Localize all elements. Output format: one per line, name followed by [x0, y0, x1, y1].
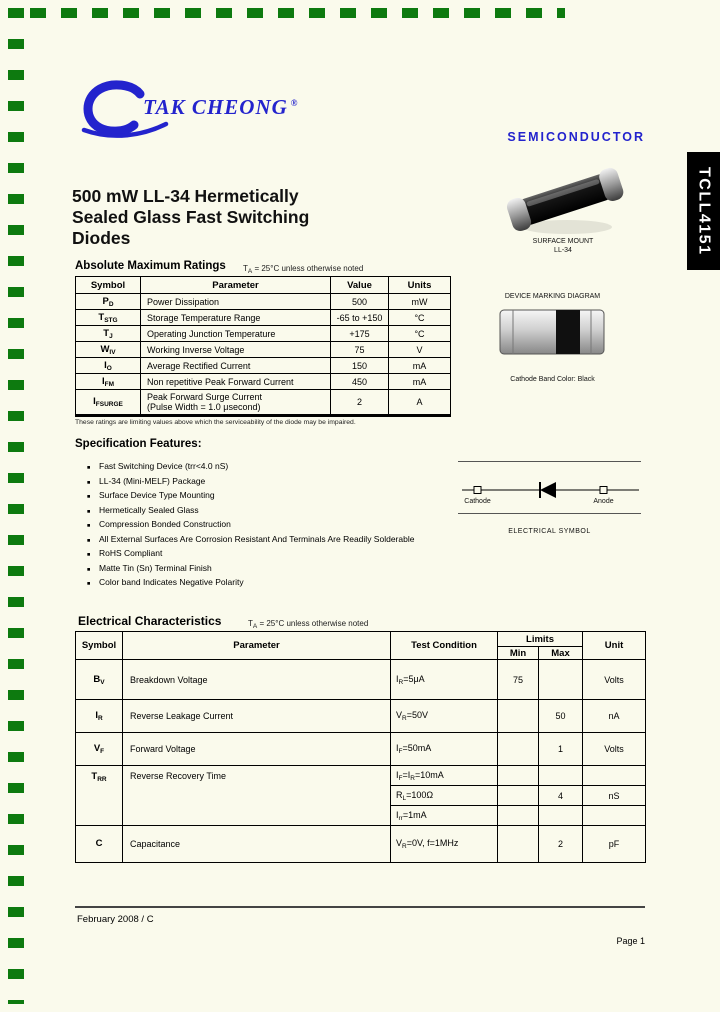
cell-test-condition [391, 733, 498, 766]
cell-min [498, 766, 539, 786]
symbol-rule-bottom [458, 513, 641, 514]
symbol-main: I [104, 359, 107, 371]
col-header-symbol: Symbol [76, 277, 141, 294]
col-header-value: Value [331, 277, 389, 294]
symbol-sub: FM [104, 380, 115, 388]
cell-test-condition [391, 660, 498, 700]
registered-mark: ® [290, 98, 299, 108]
symbol-main: T [103, 327, 110, 339]
part-number-tab [687, 152, 720, 270]
tc-text: I [396, 743, 399, 753]
cell-parameter: Reverse Leakage Current [123, 700, 391, 733]
cell-symbol [76, 700, 123, 733]
symbol-sub: O [106, 364, 112, 372]
cond-rest: = 25°C unless otherwise noted [257, 619, 369, 628]
title-line3: Diodes [72, 228, 131, 248]
feature-item: ■ Fast Switching Device (trr<4.0 nS) [86, 461, 661, 471]
marking-diagram-title: DEVICE MARKING DIAGRAM [504, 293, 601, 300]
cell-parameter: Reverse Recovery Time [123, 766, 391, 826]
symbol-sub: STG [104, 316, 118, 324]
cell-parameter [141, 390, 331, 416]
brand-name [143, 95, 299, 120]
cell-max [539, 660, 583, 700]
table-row [76, 342, 451, 358]
tc-sub: F [398, 774, 403, 782]
marking-caption: Cathode Band Color: Black [510, 376, 595, 383]
symbol-main: T [98, 311, 105, 323]
cond-rest: = 25°C unless otherwise noted [252, 264, 364, 273]
col-header-units: Units [389, 277, 451, 294]
cell-units: V [389, 342, 451, 358]
cell-symbol [76, 310, 141, 326]
symbol-sub: IV [109, 348, 116, 356]
cell-max [539, 766, 583, 786]
tc-text: I [396, 769, 399, 780]
tc-text: =100Ω [406, 789, 434, 800]
abs-max-title: Absolute Maximum Ratings [75, 260, 226, 272]
page-number: Page 1 [616, 936, 645, 946]
cell-symbol [76, 342, 141, 358]
symbol-rule-top [458, 461, 641, 462]
cell-value: 450 [331, 374, 389, 390]
table-row [76, 733, 646, 766]
symbol-sub: D [108, 300, 114, 308]
tc-text: V [396, 710, 403, 720]
cell-min [498, 700, 539, 733]
symbol-main: T [91, 771, 98, 782]
abs-max-note: These ratings are limiting values above which the serviceability of the diode may be impaired. [75, 419, 356, 426]
elec-char-condition [248, 619, 368, 630]
cell-test-condition [391, 786, 498, 806]
cell-symbol [76, 733, 123, 766]
cell-units: °C [389, 326, 451, 342]
symbol-main: B [93, 673, 101, 685]
cell-units: mW [389, 294, 451, 310]
parameter-line1: Peak Forward Surge Current [147, 392, 263, 402]
cell-value: 150 [331, 358, 389, 374]
feature-item: ■ Matte Tin (Sn) Terminal Finish [86, 563, 661, 573]
cell-value: 2 [331, 390, 389, 416]
cell-parameter: Forward Voltage [123, 733, 391, 766]
package-caption-line2: LL-34 [554, 247, 572, 254]
package-photo [495, 163, 635, 241]
anode-label: Anode [593, 498, 614, 505]
cell-symbol [76, 660, 123, 700]
tc-text: =10mA [414, 769, 444, 780]
cell-parameter: Operating Junction Temperature [141, 326, 331, 342]
cell-symbol [76, 294, 141, 310]
feature-item: ■ Surface Device Type Mounting [86, 490, 661, 500]
cell-max: 2 [539, 826, 583, 863]
table-row [76, 358, 451, 374]
cell-max: 4 [539, 786, 583, 806]
tc-sub: R [402, 715, 407, 722]
symbol-main: C [95, 838, 103, 849]
symbol-main: P [102, 295, 109, 307]
cell-units: °C [389, 310, 451, 326]
cell-symbol [76, 374, 141, 390]
symbol-main: V [93, 743, 101, 754]
feature-item: ■ All External Surfaces Are Corrosion Resistant And Terminals Are Readily Solderable [86, 534, 661, 544]
table-row [76, 310, 451, 326]
parameter-line2: (Pulse Width = 1.0 μsecond) [147, 402, 261, 412]
footer-revision: February 2008 / C [77, 914, 154, 925]
cell-parameter: Power Dissipation [141, 294, 331, 310]
feature-item: ■ LL-34 (Mini-MELF) Package [86, 476, 661, 486]
tc-text: =50V [406, 710, 428, 720]
cell-max: 50 [539, 700, 583, 733]
features-title: Specification Features: [75, 438, 202, 450]
tc-text: =0V, f=1MHz [406, 838, 459, 848]
cell-unit: pF [583, 826, 646, 863]
cell-units: mA [389, 374, 451, 390]
electrical-symbol-caption: ELECTRICAL SYMBOL [508, 528, 591, 535]
symbol-main: I [95, 710, 98, 721]
table-row [76, 826, 646, 863]
tc-sub: R [402, 843, 407, 850]
cell-value: +175 [331, 326, 389, 342]
col-header-parameter: Parameter [141, 277, 331, 294]
green-squares-strip-top [30, 8, 565, 18]
title-line2: Sealed Glass Fast Switching [72, 207, 310, 227]
division-label: SEMICONDUCTOR [507, 130, 645, 144]
table-row [76, 700, 646, 733]
feature-item: ■ Compression Bonded Construction [86, 519, 661, 529]
cell-min [498, 786, 539, 806]
cell-parameter: Average Rectified Current [141, 358, 331, 374]
tc-text: =50mA [402, 743, 432, 753]
title-line1: 500 mW LL-34 Hermetically [72, 186, 299, 206]
col-header-max: Max [539, 647, 583, 660]
cell-min [498, 733, 539, 766]
cell-parameter: Storage Temperature Range [141, 310, 331, 326]
feature-item: ■ Hermetically Sealed Glass [86, 505, 661, 515]
cell-value: 500 [331, 294, 389, 310]
tc-text: V [396, 838, 403, 848]
elec-char-title: Electrical Characteristics [78, 614, 222, 628]
symbol-sub: F [100, 748, 105, 755]
green-squares-strip-left [8, 8, 24, 1004]
cell-symbol [76, 766, 123, 826]
cell-parameter: Non repetitive Peak Forward Current [141, 374, 331, 390]
tc-sub: rr [398, 814, 403, 822]
cell-test-condition [391, 766, 498, 786]
cell-unit [583, 806, 646, 826]
abs-max-condition [243, 264, 363, 275]
feature-item: ■ Color band Indicates Negative Polarity [86, 577, 661, 587]
cell-value: -65 to +150 [331, 310, 389, 326]
cell-value: 75 [331, 342, 389, 358]
symbol-main: I [93, 396, 96, 407]
table-row [76, 766, 646, 786]
cell-min [498, 806, 539, 826]
cell-test-condition [391, 826, 498, 863]
cell-unit: Volts [583, 733, 646, 766]
table-row [76, 390, 451, 416]
footer-rule [75, 906, 645, 908]
cell-parameter: Breakdown Voltage [123, 660, 391, 700]
cathode-label: Cathode [464, 498, 491, 505]
col-header-symbol: Symbol [76, 632, 123, 660]
cell-symbol [76, 326, 141, 342]
cell-symbol [76, 826, 123, 863]
tc-text: R [396, 789, 403, 800]
table-row [76, 374, 451, 390]
tc-sub: R [398, 678, 404, 686]
cell-unit: Volts [583, 660, 646, 700]
elec-header-row [76, 632, 646, 647]
cell-unit [583, 766, 646, 786]
cell-min [498, 826, 539, 863]
col-header-parameter: Parameter [123, 632, 391, 660]
cell-min: 75 [498, 660, 539, 700]
tc-text: =5μA [403, 673, 425, 684]
marking-diagram-figure [492, 304, 612, 364]
symbol-sub: V [100, 678, 105, 686]
symbol-main: W [100, 343, 110, 355]
symbol-sub: FSURGE [95, 401, 123, 408]
tc-sub: R [410, 774, 415, 782]
part-number: TCLL4151 [695, 166, 713, 256]
cond-sub: A [252, 623, 258, 630]
cond-sub: A [247, 268, 253, 275]
symbol-main: I [101, 375, 105, 387]
cond-t: T [248, 619, 253, 628]
package-caption-line1: SURFACE MOUNT [532, 238, 594, 245]
table-row [76, 660, 646, 700]
cell-symbol [76, 358, 141, 374]
tc-text: =I [402, 769, 411, 780]
symbol-sub: R [97, 715, 103, 722]
tc-text: I [396, 673, 399, 684]
cell-max [539, 806, 583, 826]
cell-test-condition [391, 700, 498, 733]
col-header-min: Min [498, 647, 539, 660]
col-header-limits: Limits [498, 632, 583, 647]
cell-unit: nS [583, 786, 646, 806]
cell-test-condition [391, 806, 498, 826]
cell-units: mA [389, 358, 451, 374]
symbol-sub: RR [97, 776, 107, 783]
tc-sub: L [402, 794, 407, 802]
feature-item: ■ RoHS Compliant [86, 548, 661, 558]
cell-max: 1 [539, 733, 583, 766]
col-header-test-condition: Test Condition [391, 632, 498, 660]
brand-text: TAK CHEONG [143, 95, 288, 119]
cell-units: A [389, 390, 451, 416]
table-row [76, 294, 451, 310]
col-header-unit: Unit [583, 632, 646, 660]
cell-parameter: Working Inverse Voltage [141, 342, 331, 358]
cond-t: T [243, 264, 248, 273]
electrical-characteristics-table [75, 631, 646, 863]
cell-unit: nA [583, 700, 646, 733]
cell-parameter: Capacitance [123, 826, 391, 863]
table-row [76, 326, 451, 342]
tc-text: I [396, 809, 399, 820]
symbol-sub: J [109, 332, 113, 340]
tc-text: =1mA [402, 809, 427, 820]
abs-max-table [75, 276, 451, 417]
abs-max-header-row [76, 277, 451, 294]
page-title [72, 186, 309, 249]
tc-sub: F [398, 748, 403, 755]
cell-symbol [76, 390, 141, 416]
